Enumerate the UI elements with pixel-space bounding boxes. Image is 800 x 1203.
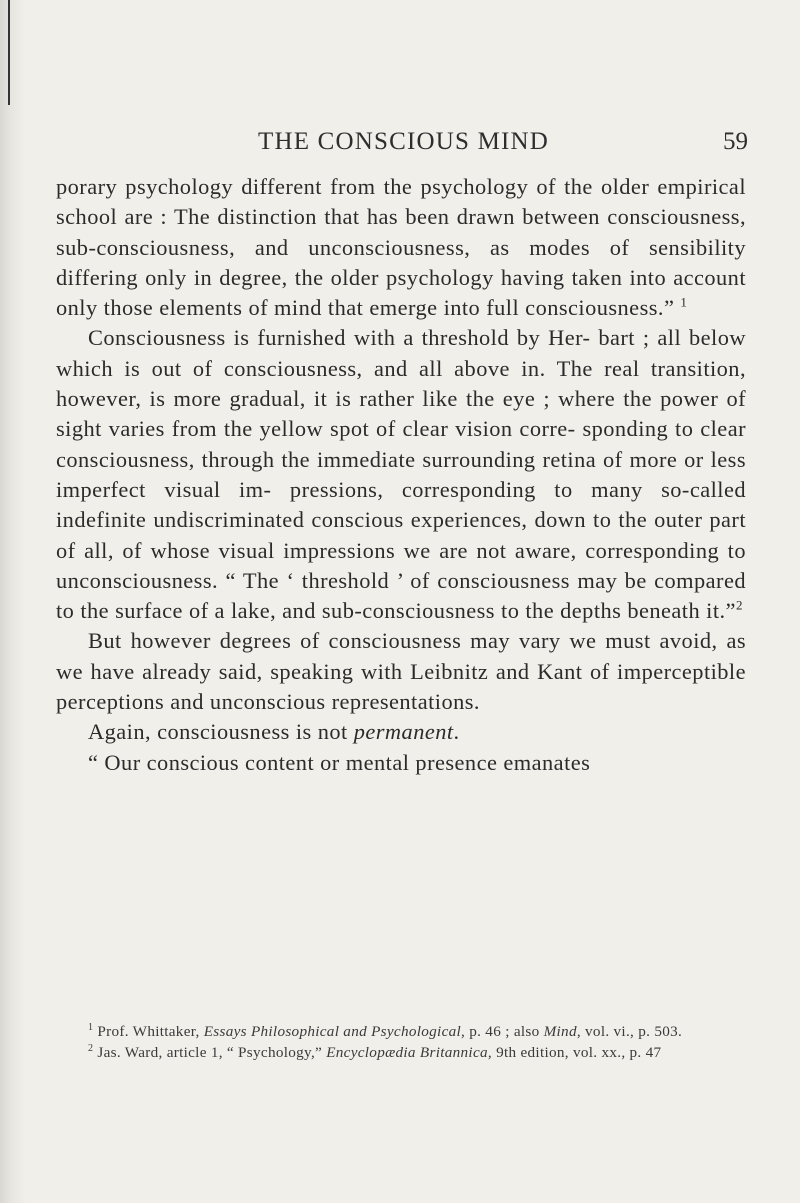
paragraph-4-end: . — [453, 719, 460, 745]
footnote-ref-2: 2 — [735, 597, 743, 613]
footnote-1-number: 1 — [88, 1021, 94, 1033]
footnote-1-author: Prof. Whittaker, — [93, 1023, 204, 1040]
footnote-2 — [56, 1042, 746, 1063]
footnote-2-work-title: Encyclopædia Britannica — [326, 1044, 488, 1061]
body-text — [56, 172, 746, 778]
paragraph-3-text: But however degrees of consciousness may vary we must avoid, as we have already said, speaking with Leibnitz and Kant of imperceptible perceptions and unconscious representations. — [56, 628, 746, 715]
binding-edge — [8, 0, 10, 105]
paragraph-5-text: “ Our conscious content or mental presence emanates — [88, 749, 591, 775]
paragraph-2-text: Consciousness is furnished with a threshold by Her- bart ; all below which is out of consciousness, and all above in. The real transition, however, is more gradual, it is rather like the eye ; where the power of sight varies from the yellow spot of clear vision corre- sponding to clear consciousness, through the immediate surrounding retina of more or less imperfect visual im- pressions, corresponding to many so-called indefinite undiscriminated conscious experiences, down to the outer part of all, of whose visual impressions we are not aware, corresponding to unconsciousness. “ The ‘ threshold ’ of consciousness may be compared to the surface of a lake, and sub-consciousness to the depths beneath it.” — [56, 325, 746, 624]
page-number: 59 — [723, 128, 748, 155]
page-gutter-shadow — [0, 0, 26, 1203]
footnote-1-journal-title: Mind — [543, 1023, 577, 1040]
footnote-1-page: , p. 46 ; also — [461, 1023, 544, 1040]
paragraph-1 — [56, 172, 746, 323]
footnote-1-book-title: Essays Philosophical and Psychological — [203, 1023, 462, 1040]
emphasis-permanent: permanent — [353, 719, 454, 745]
running-title: THE CONSCIOUS MIND — [258, 128, 550, 155]
footnote-2-author: Jas. Ward, article 1, “ Psychology,” — [93, 1044, 327, 1061]
footnote-ref-1: 1 — [680, 294, 688, 310]
paragraph-4-text: Again, consciousness is not — [88, 719, 354, 745]
paragraph-1-text: porary psychology different from the psychology of the older empirical school are : The distinction that has been drawn between consciousness, sub-consciousness, and unconsciousness, as modes of sensibility differing only in degree, the older psychology having taken into account only those elements of mind that emerge into full consciousness.” — [56, 174, 746, 321]
footnotes — [56, 1021, 746, 1063]
footnote-1-volume: , vol. vi., p. 503. — [576, 1023, 683, 1040]
paragraph-2 — [56, 323, 746, 626]
paragraph-5 — [56, 748, 746, 778]
footnote-2-edition: , 9th edition, vol. xx., p. 47 — [487, 1044, 662, 1061]
page-header — [258, 128, 748, 168]
footnote-1 — [56, 1021, 746, 1042]
footnote-2-number: 2 — [88, 1042, 94, 1054]
paragraph-4 — [56, 717, 746, 747]
paragraph-3 — [56, 626, 746, 717]
